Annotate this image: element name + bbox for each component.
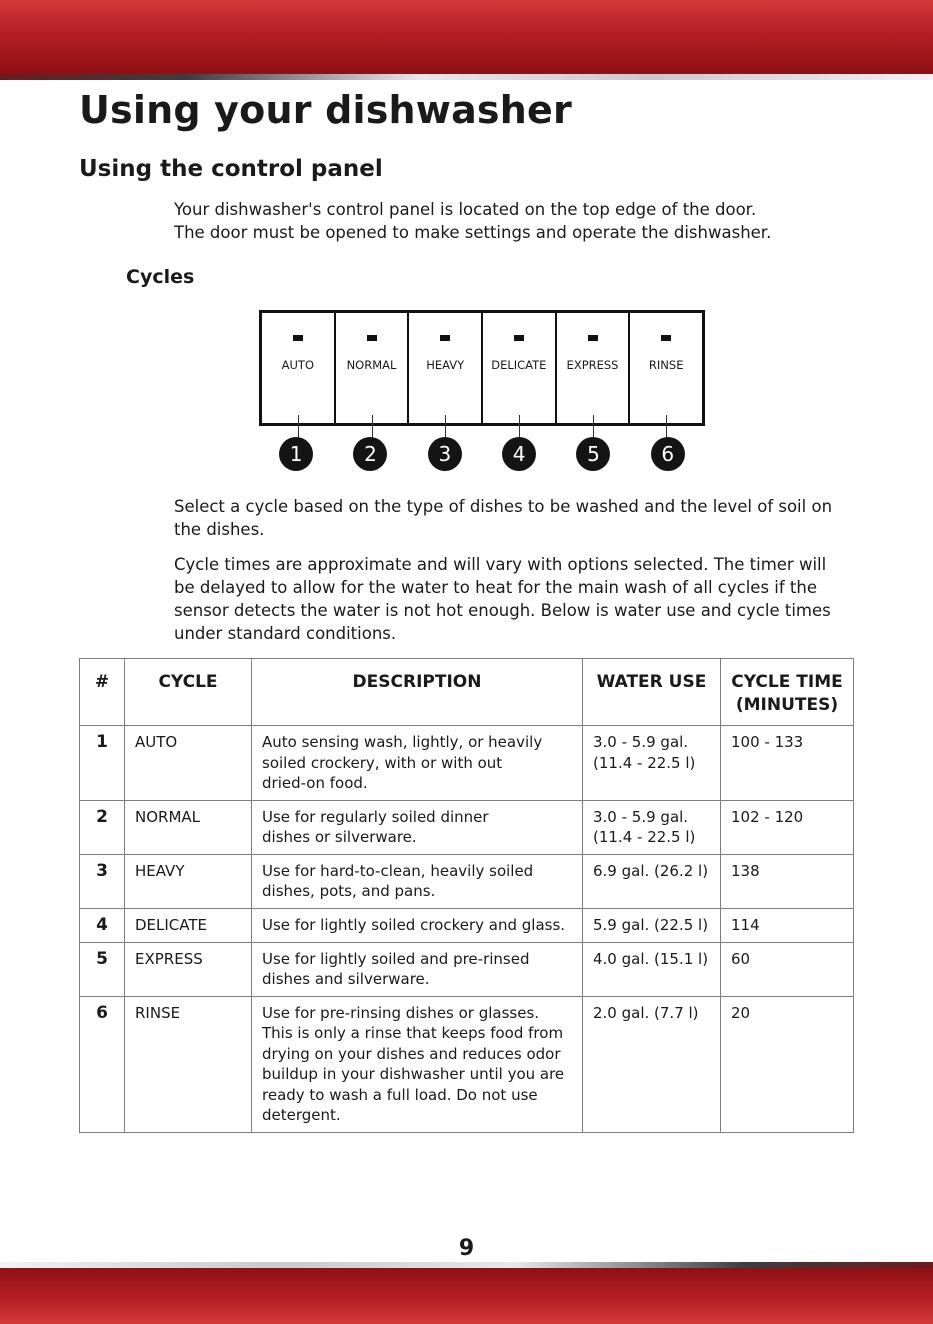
row-cycle: AUTO bbox=[125, 726, 252, 801]
description-line: dishes, pots, and pans. bbox=[262, 882, 436, 900]
header-stripe bbox=[0, 74, 933, 80]
paragraph-line: sensor detects the water is not hot enough. Below is water use and cycle times bbox=[174, 601, 831, 620]
row-number: 2 bbox=[80, 800, 125, 854]
header-cycle-time bbox=[721, 659, 854, 726]
row-cycle-time: 60 bbox=[721, 942, 854, 996]
water-line: 5.9 gal. (22.5 l) bbox=[593, 915, 709, 934]
paragraph-line: be delayed to allow for the water to heat for the main wash of all cycles if the bbox=[174, 578, 818, 597]
row-number: 6 bbox=[80, 996, 125, 1132]
indicator-light bbox=[440, 335, 450, 341]
row-water-use bbox=[583, 996, 721, 1132]
callout-6: 6 bbox=[651, 437, 685, 471]
row-cycle: NORMAL bbox=[125, 800, 252, 854]
water-line: (11.4 - 22.5 l) bbox=[593, 753, 696, 772]
row-description bbox=[252, 854, 583, 908]
panel-button-label: RINSE bbox=[648, 358, 684, 372]
panel-button-label: DELICATE bbox=[491, 358, 547, 372]
row-cycle: DELICATE bbox=[125, 908, 252, 942]
row-description bbox=[252, 908, 583, 942]
table-row bbox=[80, 908, 854, 942]
table-row bbox=[80, 996, 854, 1132]
table-header-row bbox=[80, 659, 854, 726]
water-line: 6.9 gal. (26.2 l) bbox=[593, 861, 709, 880]
intro-line: The door must be opened to make settings and operate the dishwasher. bbox=[174, 223, 772, 242]
callout-3: 3 bbox=[428, 437, 462, 471]
header-band bbox=[0, 0, 933, 74]
indicator-light bbox=[661, 335, 671, 341]
cycles-heading: Cycles bbox=[126, 266, 195, 288]
paragraph-line: the dishes. bbox=[174, 520, 265, 539]
description-line: detergent. bbox=[262, 1106, 341, 1124]
row-water-use bbox=[583, 800, 721, 854]
paragraph-line: Select a cycle based on the type of dishes to be washed and the level of soil on bbox=[174, 497, 833, 516]
row-cycle: EXPRESS bbox=[125, 942, 252, 996]
header-cycle-time-unit: (MINUTES) bbox=[735, 695, 839, 715]
section-title: Using the control panel bbox=[79, 156, 383, 182]
description-line: ready to wash a full load. Do not use bbox=[262, 1085, 538, 1104]
row-number: 1 bbox=[80, 726, 125, 801]
callout-leader-line bbox=[445, 415, 446, 439]
panel-button-heavy bbox=[409, 313, 483, 423]
row-description bbox=[252, 726, 583, 801]
row-water-use bbox=[583, 942, 721, 996]
panel-button-normal bbox=[336, 313, 410, 423]
intro-paragraph bbox=[174, 198, 854, 244]
callout-leader-line bbox=[519, 415, 520, 439]
row-number: 5 bbox=[80, 942, 125, 996]
description-line: dishes or silverware. bbox=[262, 828, 417, 846]
row-number: 3 bbox=[80, 854, 125, 908]
cycle-times-paragraph bbox=[174, 553, 831, 645]
row-cycle-time: 138 bbox=[721, 854, 854, 908]
description-line: drying on your dishes and reduces odor bbox=[262, 1044, 561, 1063]
description-line: soiled crockery, with or with out bbox=[262, 753, 503, 772]
header-number: # bbox=[80, 659, 125, 726]
header-description: DESCRIPTION bbox=[252, 659, 583, 726]
header-cycle-time-line: CYCLE TIME bbox=[731, 672, 843, 692]
indicator-light bbox=[514, 335, 524, 341]
description-line: dishes and silverware. bbox=[262, 970, 430, 988]
description-line: Use for regularly soiled dinner bbox=[262, 807, 489, 826]
header-water-use: WATER USE bbox=[583, 659, 721, 726]
indicator-light bbox=[367, 335, 377, 341]
water-line: 3.0 - 5.9 gal. bbox=[593, 807, 689, 826]
row-cycle-time: 114 bbox=[721, 908, 854, 942]
table-row bbox=[80, 942, 854, 996]
panel-button-rinse bbox=[630, 313, 702, 423]
water-line: (11.4 - 22.5 l) bbox=[593, 828, 696, 846]
description-line: Use for lightly soiled and pre-rinsed bbox=[262, 949, 530, 968]
table-row bbox=[80, 800, 854, 854]
callout-4: 4 bbox=[502, 437, 536, 471]
description-line: Auto sensing wash, lightly, or heavily bbox=[262, 733, 543, 751]
panel-button-auto bbox=[262, 313, 336, 423]
description-line: Use for lightly soiled crockery and glass. bbox=[262, 915, 566, 934]
callout-leader-line bbox=[372, 415, 373, 439]
table-row bbox=[80, 854, 854, 908]
water-line: 4.0 gal. (15.1 l) bbox=[593, 949, 709, 968]
panel-button-label: HEAVY bbox=[426, 358, 465, 372]
description-line: This is only a rinse that keeps food from bbox=[262, 1024, 564, 1042]
callout-5: 5 bbox=[576, 437, 610, 471]
row-cycle: HEAVY bbox=[125, 854, 252, 908]
panel-button-label: AUTO bbox=[281, 358, 315, 372]
footer-band bbox=[0, 1268, 933, 1324]
row-water-use bbox=[583, 726, 721, 801]
callout-leader-line bbox=[666, 415, 667, 439]
row-water-use bbox=[583, 908, 721, 942]
description-line: dried-on food. bbox=[262, 774, 368, 792]
row-cycle: RINSE bbox=[125, 996, 252, 1132]
paragraph-line: under standard conditions. bbox=[174, 624, 397, 643]
row-cycle-time: 20 bbox=[721, 996, 854, 1132]
panel-button-express bbox=[557, 313, 631, 423]
water-line: 3.0 - 5.9 gal. bbox=[593, 733, 689, 751]
description-line: Use for pre-rinsing dishes or glasses. bbox=[262, 1003, 540, 1022]
callout-leader-line bbox=[593, 415, 594, 439]
panel-button-label: NORMAL bbox=[346, 358, 397, 372]
row-description bbox=[252, 942, 583, 996]
row-cycle-time: 102 - 120 bbox=[721, 800, 854, 854]
callout-leader-line bbox=[298, 415, 299, 439]
indicator-light bbox=[293, 335, 303, 341]
page-title: Using your dishwasher bbox=[79, 88, 572, 132]
row-description bbox=[252, 800, 583, 854]
control-panel-diagram bbox=[259, 310, 705, 426]
description-line: buildup in your dishwasher until you are bbox=[262, 1065, 565, 1083]
header-cycle: CYCLE bbox=[125, 659, 252, 726]
cycle-table bbox=[79, 658, 854, 1133]
row-cycle-time: 100 - 133 bbox=[721, 726, 854, 801]
callout-numbers bbox=[259, 437, 705, 471]
row-description bbox=[252, 996, 583, 1132]
paragraph-line: Cycle times are approximate and will vary with options selected. The timer will bbox=[174, 555, 827, 574]
callout-1: 1 bbox=[279, 437, 313, 471]
row-water-use bbox=[583, 854, 721, 908]
row-number: 4 bbox=[80, 908, 125, 942]
panel-button-label: EXPRESS bbox=[566, 358, 619, 372]
select-cycle-paragraph bbox=[174, 495, 832, 541]
panel-button-delicate bbox=[483, 313, 557, 423]
page-number: 9 bbox=[458, 1236, 475, 1261]
intro-line: Your dishwasher's control panel is located on the top edge of the door. bbox=[174, 200, 757, 219]
table-row bbox=[80, 726, 854, 801]
description-line: Use for hard-to-clean, heavily soiled bbox=[262, 861, 534, 880]
water-line: 2.0 gal. (7.7 l) bbox=[593, 1003, 699, 1022]
indicator-light bbox=[588, 335, 598, 341]
callout-2: 2 bbox=[353, 437, 387, 471]
